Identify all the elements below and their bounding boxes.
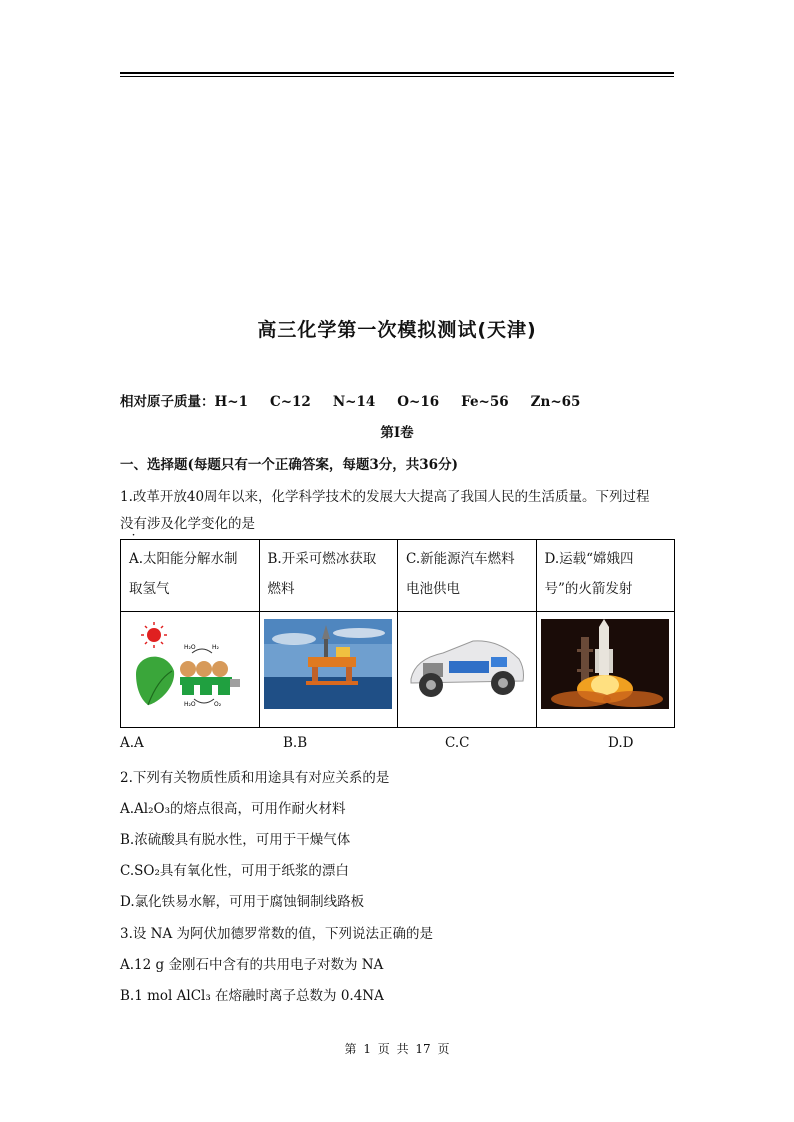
page-title: 高三化学第一次模拟测试(天津) — [257, 319, 537, 341]
q1-answer-c[interactable]: C.C — [445, 735, 470, 751]
q3-option-a[interactable]: A.12 g 金刚石中含有的共用电子对数为 NA — [120, 957, 384, 973]
label-h2: H₂ — [211, 644, 219, 651]
q2-option-c[interactable]: C.SO₂具有氧化性，可用于纸浆的漂白 — [120, 863, 349, 879]
q2-option-d[interactable]: D.氯化铁易水解，可用于腐蚀铜制线路板 — [120, 894, 365, 910]
q2-stem: 2.下列有关物质性质和用途具有对应关系的是 — [120, 770, 390, 786]
mass-o: O~16 — [397, 394, 440, 410]
solar-water-splitting-image — [126, 619, 254, 709]
q1-answer-a[interactable]: A.A — [120, 735, 144, 751]
q1-stem-line1: 1.改革开放40周年以来，化学科学技术的发展大大提高了我国人民的生活质量。下列过程 — [120, 489, 650, 505]
q1-option-b: B.开采可燃冰获取燃料 — [259, 540, 398, 612]
section-heading: 一、选择题(每题只有一个正确答案，每题3分，共36分) — [120, 457, 458, 473]
q1-image-c-cell — [398, 612, 537, 728]
q1-option-table — [120, 539, 675, 728]
mass-zn: Zn~65 — [530, 394, 581, 410]
q1-answer-row — [120, 735, 680, 755]
atomic-mass-label: 相对原子质量： — [120, 394, 215, 410]
q1-stem-line2 — [120, 512, 255, 532]
volume-heading: 第Ⅰ卷 — [380, 425, 414, 441]
label-h2o-bottom: H₂O — [183, 701, 196, 708]
q2-option-a[interactable]: A.Al₂O₃的熔点很高，可用作耐火材料 — [120, 801, 346, 817]
label-h2o-top: H₂O — [183, 644, 196, 651]
q3-option-b[interactable]: B.1 mol AlCl₃ 在熔融时离子总数为 0.4NA — [120, 988, 384, 1004]
q1-emphasis: 没有 — [120, 516, 147, 532]
q3-stem: 3.设 NA 为阿伏加德罗常数的值，下列说法正确的是 — [120, 926, 434, 942]
label-o2: O₂ — [213, 701, 221, 708]
mass-fe: Fe~56 — [461, 394, 509, 410]
header-rule-thin — [120, 76, 674, 77]
mass-c: C~12 — [269, 394, 311, 410]
rocket-launch-image — [541, 619, 669, 709]
q1-option-c: C.新能源汽车燃料电池供电 — [398, 540, 537, 612]
q1-image-d-cell — [536, 612, 675, 728]
page-footer: 第 1 页 共 17 页 — [344, 1042, 450, 1056]
q1-option-a: A.太阳能分解水制取氢气 — [121, 540, 260, 612]
q1-option-d: D.运载“嫦娥四号”的火箭发射 — [536, 540, 675, 612]
q1-image-b-cell — [259, 612, 398, 728]
header-rule-thick — [120, 72, 674, 74]
q1-answer-b[interactable]: B.B — [283, 735, 308, 751]
fuel-cell-car-image — [403, 619, 531, 709]
q1-answer-d[interactable]: D.D — [608, 735, 634, 751]
q1-image-a-cell — [121, 612, 260, 728]
q2-option-b[interactable]: B.浓硫酸具有脱水性，可用于干燥气体 — [120, 832, 351, 848]
atomic-mass-line — [120, 390, 602, 410]
mass-h: H~1 — [214, 394, 248, 410]
mass-n: N~14 — [332, 394, 376, 410]
q1-stem-rest: 涉及化学变化的是 — [147, 516, 255, 532]
offshore-platform-image — [264, 619, 392, 709]
